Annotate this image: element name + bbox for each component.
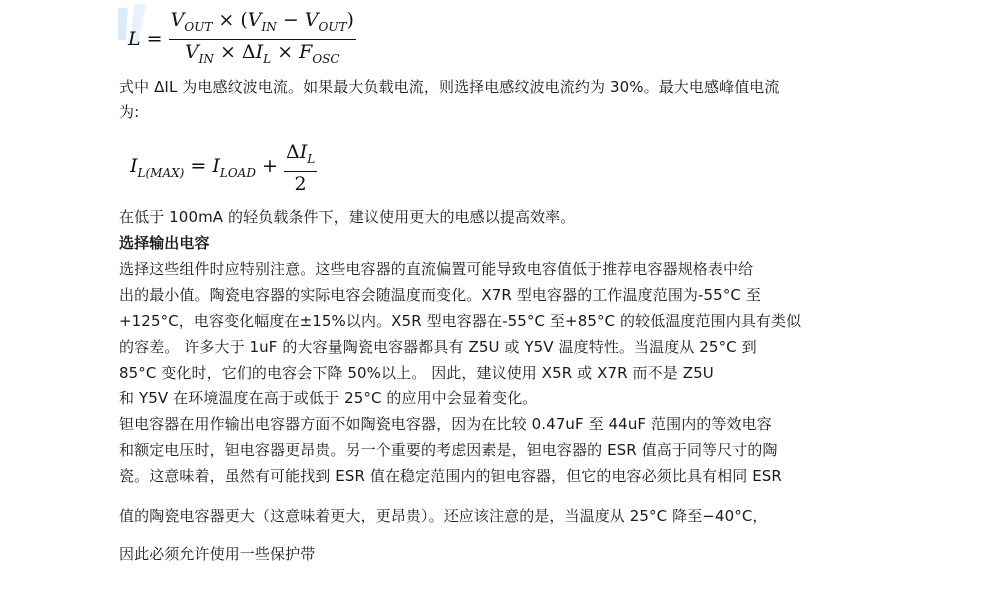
paragraph-line: 为: [119,103,140,121]
paragraph-line: 值的陶瓷电容器更大（这意味着更大，更昂贵）。还应该注意的是，当温度从 25°C 降至−40°C， [119,507,768,525]
inductance-formula [128,8,356,70]
paragraph-line: 因此必须允许使用一些保护带 [119,545,316,563]
paragraph-line: +125°C，电容变化幅度在±15%以内。X5R 型电容器在-55°C 至+85°C 的较低温度范围内具有类似 [119,312,802,330]
formula-numerator: $\Delta I_L$ [285,141,316,166]
formula-lhs: $I_{L(MAX)} = I_{LOAD}$ + [130,155,278,181]
peak-current-formula [130,140,317,200]
formula-numerator: $V_{OUT} \times (V_{IN} - V_{OUT})$ [170,9,354,34]
paragraph-line: 选择这些组件时应特别注意。这些电容器的直流偏置可能导致电容值低于推荐电容器规格表中给 [119,260,754,278]
formula-denominator: 2 [294,172,307,195]
paragraph-line: 钽电容器在用作输出电容器方面不如陶瓷电容器，因为在比较 0.47uF 至 44uF 范围内的等效电容 [119,415,772,433]
paragraph-line: 85°C 变化时，它们的电容会下降 50%以上。 因此，建议使用 X5R 或 X7R 而不是 Z5U [119,364,714,382]
paragraph-line: 的容差。 许多大于 1uF 的大容量陶瓷电容器都具有 Z5U 或 Y5V 温度特性。当温度从 25°C 到 [119,338,757,356]
paragraph-line: 和额定电压时，钽电容器更昂贵。另一个重要的考虑因素是，钽电容器的 ESR 值高于同等尺寸的陶 [119,441,778,459]
paragraph-line: 式中 ΔIL 为电感纹波电流。如果最大负载电流，则选择电感纹波电流约为 30%。最大电感峰值电流 [119,78,780,96]
paragraph-line: 和 Y5V 在环境温度在高于或低于 25°C 的应用中会显着变化。 [119,389,538,407]
formula-fraction [169,8,356,71]
paragraph-line: 出的最小值。陶瓷电容器的实际电容会随温度而变化。X7R 型电容器的工作温度范围为-55°C 至 [119,286,761,304]
formula-denominator: $V_{IN} \times \Delta I_L \times F_{OSC}$ [184,40,340,66]
paragraph-line: 在低于 100mA 的轻负载条件下，建议使用更大的电感以提高效率。 [119,208,576,226]
section-heading: 选择输出电容 [119,234,210,252]
paragraph-line: 瓷。这意味着，虽然有可能找到 ESR 值在稳定范围内的钽电容器，但它的电容必须比具有相同 ESR [119,467,782,485]
formula-fraction [284,140,317,196]
formula-lhs: L = [128,28,163,51]
